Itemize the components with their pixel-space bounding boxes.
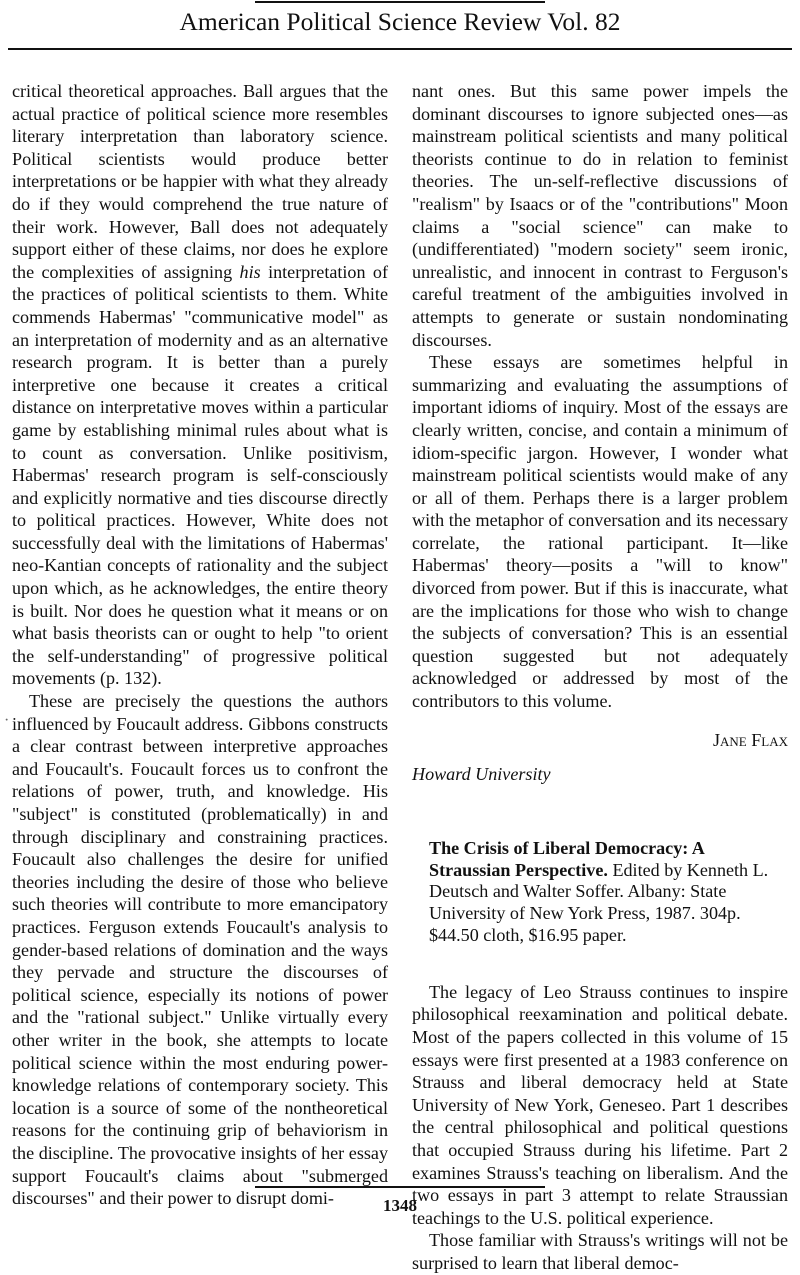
- left-paragraph-1: critical theoretical approaches. Ball argues that the actual practice of political science more resembles literary interpretation than laboratory science. Political scientists would produce better interpretations or be happier with what they already do if they would comprehend the true nature of their work. However, Ball does not adequately support either of these claims, nor does he explore the complexities of assigning his interpretation of the practices of political scientists to them. White commends Habermas' "communicative model" as an interpretation of modernity and as an alternative research program. It is better than a purely interpretive one because it creates a critical distance on interpretative moves within a particular game by establishing minimal rules about what is to count as conversation. Unlike positivism, Habermas' research program is self-consciously and explicitly normative and ties discourse directly to political practices. However, White does not successfully deal with the limitations of Habermas' neo-Kantian concepts of rationality and the subject upon which, as he acknowledges, the entire theory is built. Nor does he question what it means or on what basis theorists can or ought to help "to orient the self-understanding" of progressive political movements (p. 132).: [12, 81, 388, 689]
- right-paragraph-3: The legacy of Leo Strauss continues to inspire philosophical reexamination and political debate. Most of the papers collected in this volume of 15 essays were first presented at a 1983 conference on Strauss and liberal democracy held at State University of New York, Geneseo. Part 1 describes the central philosophical and political questions that occupied Strauss during his lifetime. Part 2 examines Strauss's teaching on liberalism. And the two essays in part 3 attempt to relate Straussian teachings to the U.S. political experience.: [412, 981, 788, 1228]
- page-number: 1348: [383, 1196, 417, 1215]
- margin-tick: ·: [4, 712, 10, 729]
- book-review-heading: [412, 838, 788, 947]
- left-paragraph-2: These are precisely the questions the authors influenced by Foucault address. Gibbons constructs a clear contrast between interpretive approaches and Foucault's. Foucault forces us to confront the relations of power, truth, and knowledge. His "subject" is constituted (problematically) in and through disciplinary and constraining practices. Foucault also challenges the desire for unified theories including the desire of those who believe such theories will contribute to more emancipatory practices. Ferguson extends Foucault's analysis to gender-based relations of domination and the ways they pervade and structure the discourses of political science, especially its notions of power and the "rational subject." Unlike virtually every other writer in the book, she attempts to locate political science within the most enduring power-knowledge relations of contemporary society. This location is a source of some of the nontheoretical reasons for the continuing grip of behaviorism in the discipline. The provocative insights of her essay support Foucault's claims about "submerged discourses" and their power to disrupt domi-: [12, 691, 388, 1209]
- journal-header: American Political Science Review Vol. 82: [179, 7, 621, 36]
- right-column: [412, 80, 788, 1275]
- right-paragraph-2: These essays are sometimes helpful in summarizing and evaluating the assumptions of important idioms of inquiry. Most of the essays are clearly written, concise, and contain a minimum of idiom-specific jargon. However, I wonder what mainstream political scientists would make of any or all of them. Perhaps there is a larger problem with the metaphor of conversation and its necessary correlate, the rational participant. It—like Habermas' theory—posits a "will to know" divorced from power. But if this is inaccurate, what are the implications for those who wish to change the subjects of conversation? This is an essential question suggested but not adequately acknowledged or addressed by most of the contributors to this volume.: [412, 352, 788, 712]
- header-rule-bottom: [8, 48, 792, 50]
- right-paragraph-1: nant ones. But this same power impels the dominant discourses to ignore subjected ones—as mainstream political scientists and many political theorists continue to do in relation to feminist theories. The un-self-reflective discussions of "realism" by Isaacs or of the "contributions" Moon claims a "social science" can make to (undifferentiated) "modern society" seem ironic, unrealistic, and innocent in contrast to Ferguson's careful treatment of the ambiguities involved in attempts to generate or sustain nondominating discourses.: [412, 81, 788, 350]
- book-citation: Edited by Kenneth L. Deutsch and Walter Soffer. Albany: State University of New York Press, 1987. 304p. $44.50 cloth, $16.95 paper.: [429, 859, 769, 945]
- emphasis-his: his: [239, 261, 261, 282]
- reviewer-signature: Jane Flax: [712, 729, 788, 750]
- left-column: [12, 80, 388, 1210]
- reviewer-affiliation: Howard University: [412, 764, 551, 785]
- right-paragraph-4: Those familiar with Strauss's writings will not be surprised to learn that liberal democ-: [412, 1230, 788, 1273]
- book-title: The Crisis of Liberal Democracy: A Straussian Perspective.: [429, 837, 704, 880]
- footer-rule: [255, 1186, 545, 1188]
